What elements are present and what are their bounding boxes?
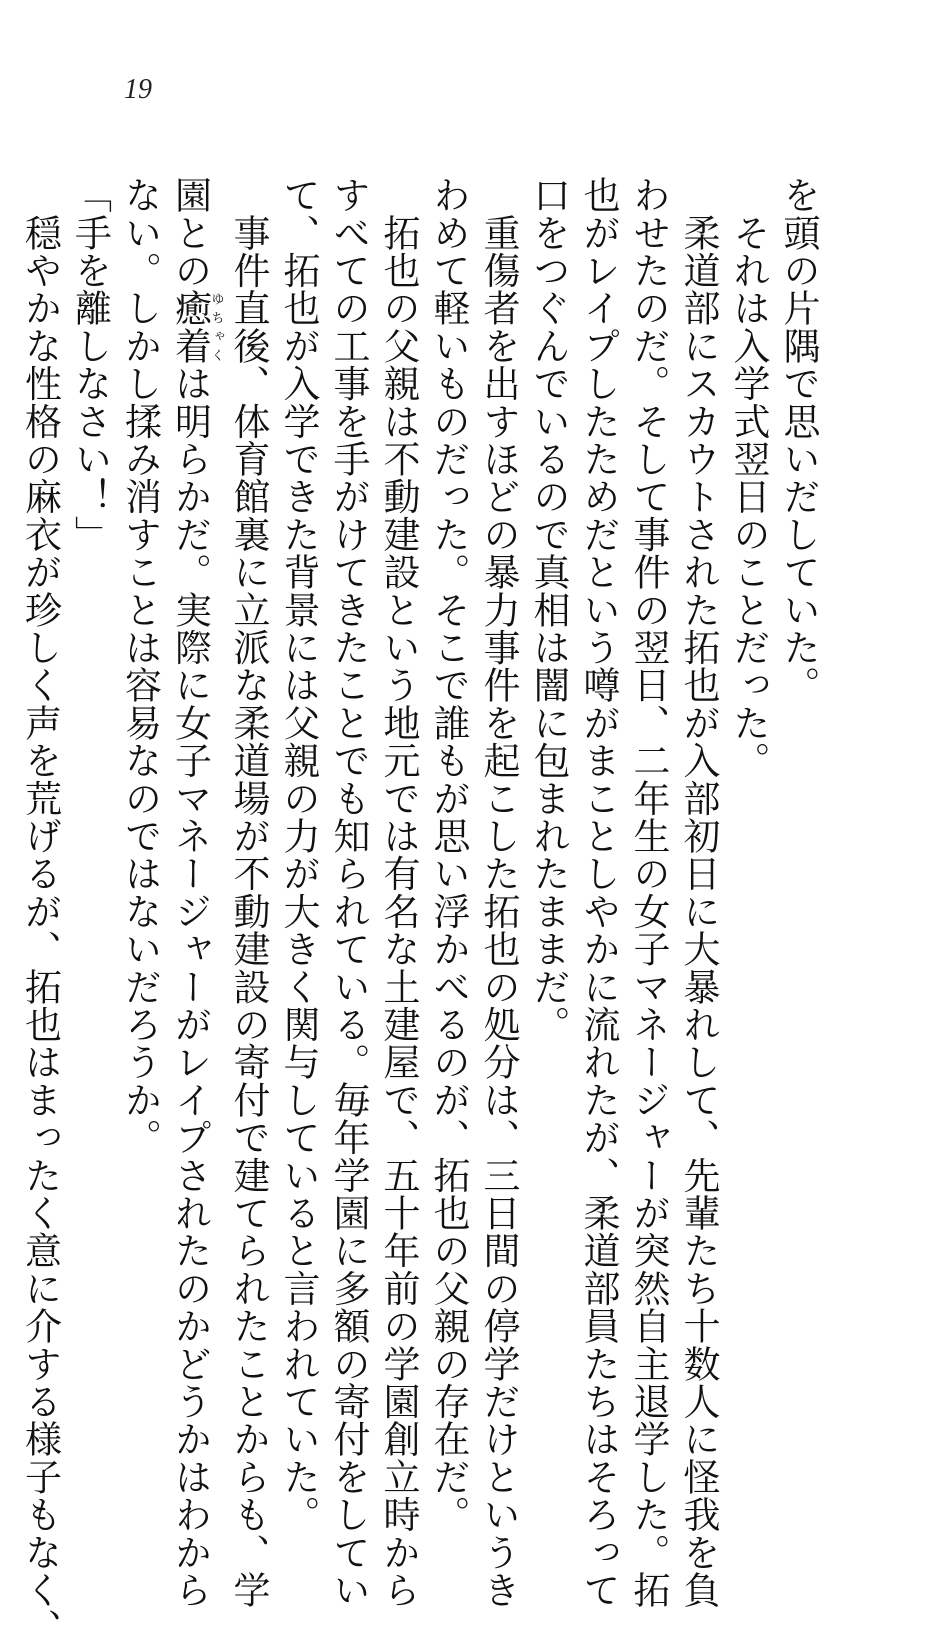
text-line: 「手を離しなさい！」 xyxy=(68,176,112,553)
text-line: 也がレイプしたためだという噂がまことしやかに流れたが、柔道部員たちはそろって xyxy=(577,176,620,1609)
text-line: を頭の片隅で思いだしていた。 xyxy=(777,176,820,704)
text-line-with-ruby xyxy=(165,176,224,1609)
ruby-base: 癒着 xyxy=(168,289,212,365)
text-line: 穏やかな性格の麻衣が珍しく声を荒げるが、拓也はまったく意に介する様子もなく、 xyxy=(18,176,62,1646)
text-segment: は明らかだ。実際に女子マネージャーがレイプされたのかどうかはわから xyxy=(168,364,212,1609)
text-line: それは入学式翌日のことだった。 xyxy=(727,176,770,780)
ruby-reading: ゆちゃく xyxy=(208,289,224,365)
text-line: わせたのだ。そして事件の翌日、二年生の女子マネージャーが突然自主退学した。拓 xyxy=(627,176,670,1609)
text-line: 事件直後、体育館裏に立派な柔道場が不動建設の寄付で建てられたことからも、学 xyxy=(227,176,270,1609)
text-line: ない。しかし揉み消すことは容易なのではないだろうか。 xyxy=(118,176,162,1157)
text-line: すべての工事を手がけてきたことでも知られている。毎年学園に多額の寄付をしてい xyxy=(327,176,370,1609)
ruby-word xyxy=(168,289,224,365)
text-line: 口をつぐんでいるので真相は闇に包まれたままだ。 xyxy=(527,176,570,1044)
page-number: 19 xyxy=(124,74,152,105)
text-line: て、拓也が入学できた背景には父親の力が大きく関与していると言われていた。 xyxy=(277,176,320,1534)
body-text xyxy=(15,176,824,1646)
text-line: 柔道部にスカウトされた拓也が入部初日に大暴れして、先輩たち十数人に怪我を負 xyxy=(677,176,720,1609)
text-line: 拓也の父親は不動建設という地元では有名な土建屋で、五十年前の学園創立時から xyxy=(377,176,420,1609)
text-line: わめて軽いものだった。そこで誰もが思い浮かべるのが、拓也の父親の存在だ。 xyxy=(427,176,470,1534)
text-line: 重傷者を出すほどの暴力事件を起こした拓也の処分は、三日間の停学だけというき xyxy=(477,176,520,1609)
text-segment: 園との xyxy=(168,176,212,290)
